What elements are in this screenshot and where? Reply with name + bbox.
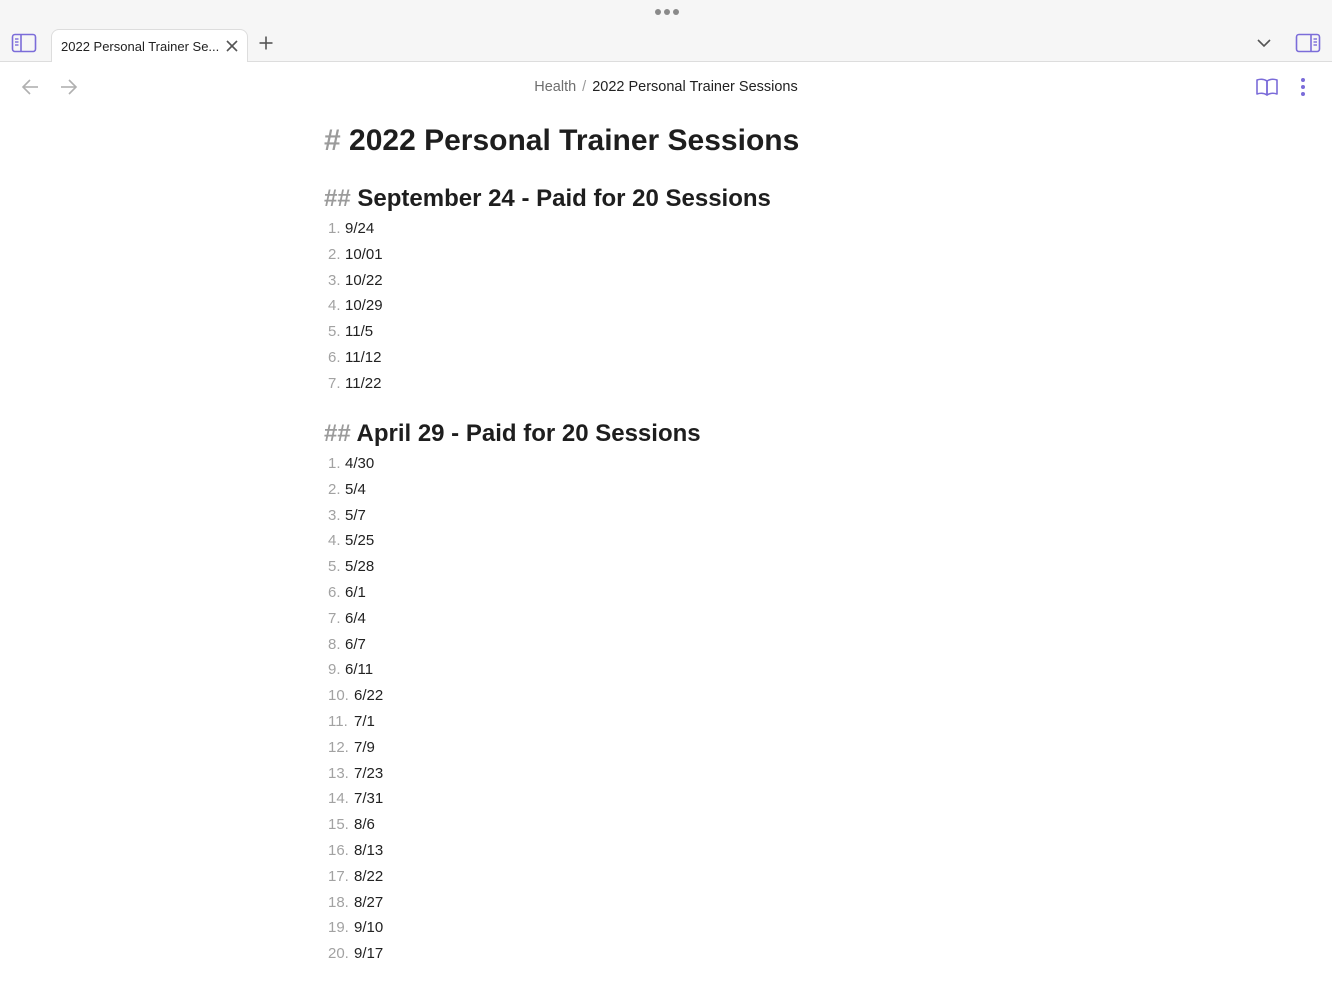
list-item[interactable]: [328, 890, 383, 916]
list-item-text: 9/24: [345, 220, 375, 237]
list-item[interactable]: [328, 606, 383, 632]
list-item[interactable]: [328, 554, 383, 580]
list-number: 1.: [328, 220, 341, 237]
list-item-text: 11/5: [345, 323, 374, 341]
heading-text: 2022 Personal Trainer Sessions: [349, 124, 800, 157]
list-item[interactable]: [328, 268, 383, 294]
list-item-text: 10/01: [345, 245, 383, 263]
list-item-text: 5/4: [345, 480, 366, 498]
list-item[interactable]: [328, 528, 383, 554]
list-number: 12.: [328, 738, 349, 756]
list-item-text: 6/4: [345, 609, 366, 627]
breadcrumb-folder[interactable]: Health: [534, 79, 577, 95]
list-item[interactable]: [328, 371, 383, 397]
list-item-text: 7/1: [354, 712, 375, 730]
chevron-down-icon[interactable]: [1255, 35, 1273, 51]
list-number: 17.: [328, 867, 349, 885]
list-item-text: 11/22: [345, 374, 382, 392]
list-number: 11.: [328, 712, 348, 730]
list-item[interactable]: [328, 941, 383, 967]
list-item[interactable]: [328, 838, 383, 864]
list-number: 16.: [328, 841, 349, 859]
list-item[interactable]: [328, 683, 383, 709]
list-item-text: 6/11: [345, 661, 374, 679]
list-number: 7.: [328, 374, 341, 392]
list-item[interactable]: [328, 915, 383, 941]
list-item[interactable]: [328, 812, 383, 838]
tab-title: 2022 Personal Trainer Se...: [61, 39, 220, 54]
list-item[interactable]: [328, 786, 383, 812]
list-number: 14.: [328, 790, 349, 808]
breadcrumb-separator: /: [582, 79, 587, 95]
list-item[interactable]: [328, 657, 383, 683]
list-item[interactable]: [328, 709, 383, 735]
list-number: 3.: [328, 506, 341, 524]
heading-marker: ##: [324, 420, 351, 447]
list-number: 6.: [328, 583, 341, 601]
note-title-heading[interactable]: [324, 124, 799, 158]
session-list: [328, 216, 383, 397]
list-item-text: 11/12: [345, 348, 382, 366]
list-item[interactable]: [328, 293, 383, 319]
list-item-text: 7/9: [354, 738, 375, 756]
list-number: 2.: [328, 245, 341, 263]
heading-marker: ##: [324, 185, 351, 212]
heading-text: September 24 - Paid for 20 Sessions: [357, 185, 771, 212]
list-item-text: 5/25: [345, 532, 375, 550]
list-item-text: 8/22: [354, 867, 384, 885]
list-number: 13.: [328, 764, 349, 782]
list-item-text: 8/27: [354, 893, 384, 911]
list-number: 3.: [328, 271, 341, 289]
heading-marker: #: [324, 124, 341, 157]
list-item-text: 5/7: [345, 506, 366, 524]
list-number: 10.: [328, 687, 349, 705]
tab-active-note[interactable]: [51, 29, 248, 63]
list-item[interactable]: [328, 580, 383, 606]
list-number: 4.: [328, 297, 341, 315]
list-number: 20.: [328, 945, 349, 963]
tab-bar: [0, 24, 1332, 62]
list-item-text: 7/23: [354, 764, 384, 782]
list-item-text: 10/29: [345, 297, 383, 315]
more-horizontal-icon[interactable]: [655, 9, 679, 15]
plus-icon[interactable]: [257, 34, 275, 52]
heading-text: April 29 - Paid for 20 Sessions: [356, 420, 701, 447]
list-number: 18.: [328, 893, 349, 911]
list-item[interactable]: [328, 345, 383, 371]
book-open-icon[interactable]: [1254, 75, 1280, 99]
list-item-text: 6/1: [345, 583, 366, 601]
section-heading[interactable]: [324, 420, 701, 448]
section-heading[interactable]: [324, 185, 771, 213]
more-vertical-icon[interactable]: [1296, 76, 1310, 98]
list-number: 2.: [328, 480, 341, 498]
window-handle-bar: [0, 0, 1332, 24]
list-item-text: 5/28: [345, 558, 375, 576]
list-item[interactable]: [328, 216, 383, 242]
list-item[interactable]: [328, 864, 383, 890]
breadcrumb-current[interactable]: 2022 Personal Trainer Sessions: [592, 79, 798, 95]
right-sidebar-toggle-icon[interactable]: [1295, 31, 1321, 55]
list-item-text: 9/17: [354, 945, 384, 963]
list-item-text: 6/22: [354, 687, 384, 705]
list-number: 8.: [328, 635, 341, 653]
breadcrumb: [0, 79, 1332, 95]
close-icon[interactable]: [224, 38, 240, 54]
list-item[interactable]: [328, 477, 383, 503]
list-number: 1.: [328, 455, 341, 472]
list-item-text: 8/6: [354, 816, 375, 834]
session-list: [328, 451, 383, 967]
list-number: 5.: [328, 323, 341, 341]
list-number: 5.: [328, 558, 341, 576]
note-header: [0, 62, 1332, 112]
left-sidebar-toggle-icon[interactable]: [11, 31, 37, 55]
list-item[interactable]: [328, 735, 383, 761]
list-number: 7.: [328, 609, 341, 627]
list-item-text: 8/13: [354, 841, 384, 859]
list-item-text: 4/30: [345, 455, 375, 472]
list-item[interactable]: [328, 503, 383, 529]
list-item[interactable]: [328, 319, 383, 345]
list-number: 9.: [328, 661, 341, 679]
list-number: 6.: [328, 348, 341, 366]
list-item[interactable]: [328, 451, 383, 477]
list-number: 15.: [328, 816, 349, 834]
list-item[interactable]: [328, 632, 383, 658]
list-item-text: 6/7: [345, 635, 366, 653]
list-item-text: 7/31: [354, 790, 384, 808]
list-number: 4.: [328, 532, 341, 550]
list-item[interactable]: [328, 761, 383, 787]
list-item-text: 9/10: [354, 919, 384, 937]
list-item[interactable]: [328, 242, 383, 268]
list-number: 19.: [328, 919, 349, 937]
list-item-text: 10/22: [345, 271, 383, 289]
